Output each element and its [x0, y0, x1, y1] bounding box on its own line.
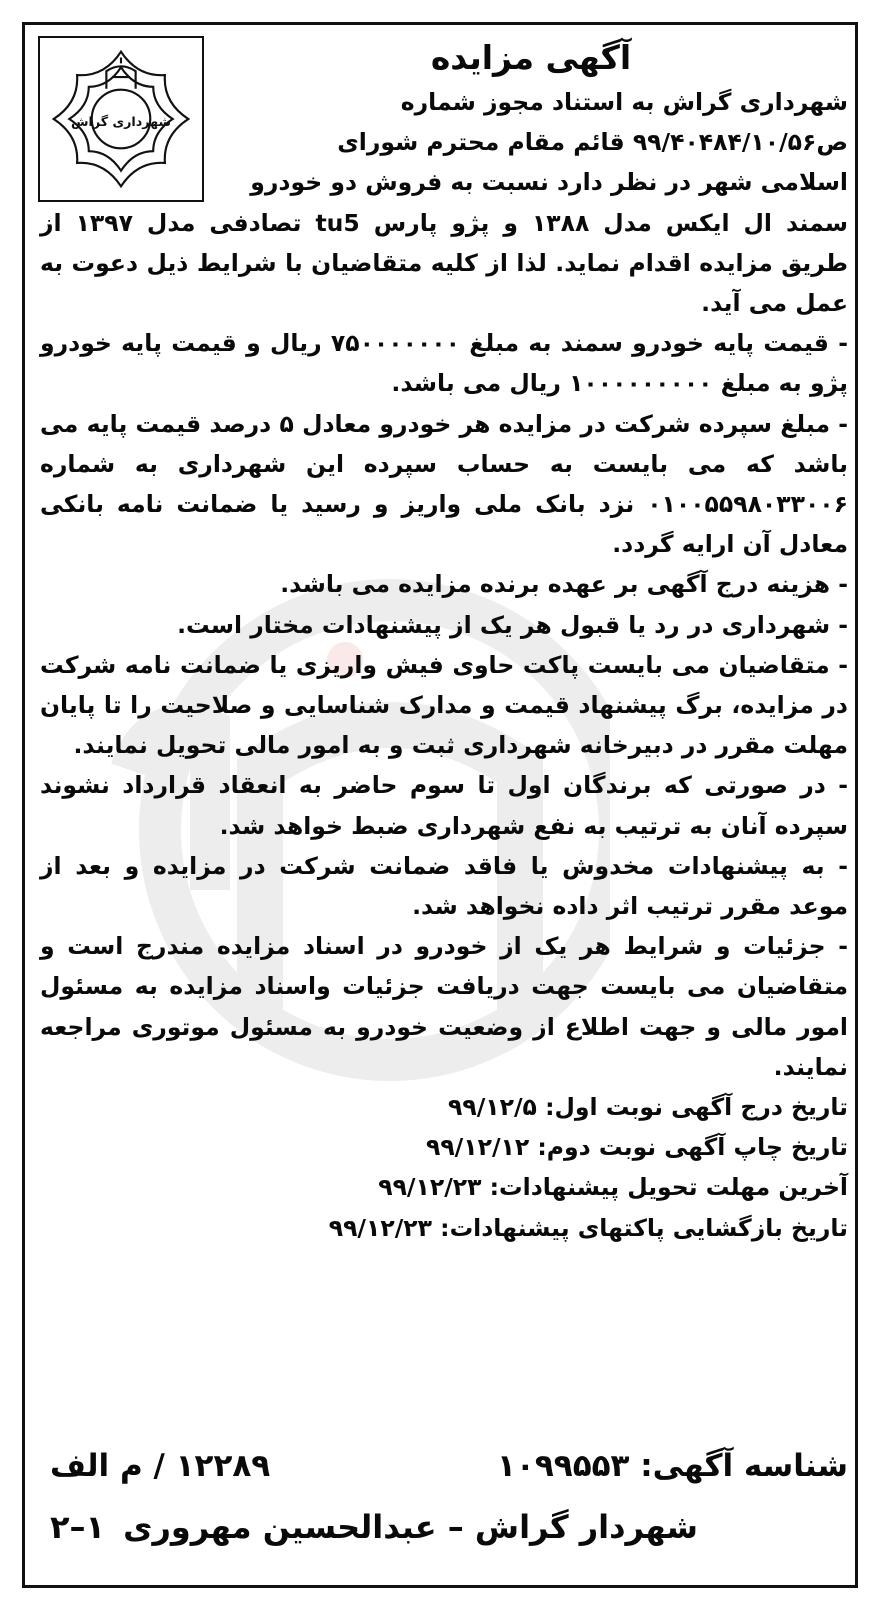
condition-item: - به پیشنهادات مخدوش یا فاقد ضمانت شرکت در مزایده و بعد از موعد مقرر ترتیب اثر داده نخواهد شد. — [40, 851, 848, 921]
condition-item: - شهرداری در رد یا قبول هر یک از پیشنهادات مختار است. — [177, 610, 848, 639]
date-line: آخرین مهلت تحویل پیشنهادات: ۹۹/۱۲/۲۳ — [378, 1173, 848, 1202]
ref-code: ۱۲۲۸۹ / م الف — [50, 1448, 271, 1484]
ad-id: شناسه آگهی: ۱۰۹۹۵۵۳ — [497, 1448, 848, 1484]
dates-block — [40, 1087, 848, 1248]
intro-paragraph: سمند ال ایکس مدل ۱۳۸۸ و پژو پارس tu5 تصادفی مدل ۱۳۹۷ از طریق مزایده اقدام نماید. لذا از کلیه متقاضیان با شرایط ذیل دعوت به عمل می آید. — [40, 208, 849, 318]
signature: شهردار گراش – عبدالحسین مهروری — [123, 1508, 698, 1546]
condition-item: - جزئیات و شرایط هر یک از خودرو در اسناد مزایده مندرج است و متقاضیان می بایست جهت دریافت جزئیات واسناد مزایده به مسئول امور مالی و جهت اطلاع از وضعیت خودرو به مسئول موتوری مراجعه نمایند. — [40, 932, 848, 1081]
date-line: تاریخ بازگشایی پاکتهای پیشنهادات: ۹۹/۱۲/۲۳ — [328, 1213, 848, 1242]
notice-body — [40, 82, 848, 1248]
date-line: تاریخ چاپ آگهی نوبت دوم: ۹۹/۱۲/۱۲ — [425, 1133, 848, 1162]
intro-line: شهرداری گراش به استناد مجوز شماره — [400, 88, 848, 116]
notice-title: آگهی مزایده — [430, 38, 632, 77]
intro-head — [40, 82, 848, 203]
intro-line: ص۹۹/۴۰۴۸۴/۱۰/۵۶ قائم مقام محترم شورای — [337, 128, 848, 157]
condition-item: - قیمت پایه خودرو سمند به مبلغ ۷۵۰۰۰۰۰۰۰ ریال و قیمت پایه خودرو پژو به مبلغ ۱۰۰۰۰۰۰۰۰۰ ریال می باشد. — [40, 329, 848, 398]
footer-signature — [42, 1508, 848, 1560]
date-line: تاریخ درج آگهی نوبت اول: ۹۹/۱۲/۵ — [448, 1093, 848, 1122]
condition-item: - هزینه درج آگهی بر عهده برنده مزایده می باشد. — [280, 570, 848, 599]
condition-item: - متقاضیان می بایست پاکت حاوی فیش واریزی یا ضمانت نامه شرکت در مزایده، برگ پیشنهاد قیمت و مدارک شناسایی و صلاحیت را تا پایان مهلت مقرر در دبیرخانه شهرداری ثبت و به امور مالی تحویل نمایند. — [40, 650, 848, 760]
svg-text:شهرداری گراش: شهرداری گراش — [71, 113, 171, 129]
edition-number: ۱–۲ — [50, 1508, 106, 1546]
condition-item: - در صورتی که برندگان اول تا سوم حاضر به انعقاد قرارداد نشوند سپرده آنان به ترتیب به نفع شهرداری ضبط خواهد شد. — [40, 771, 848, 840]
footer-ids — [42, 1448, 848, 1494]
condition-item: - مبلغ سپرده شرکت در مزایده هر خودرو معادل ۵ درصد قیمت پایه می باشد که می بایست به حساب سپرده این شهرداری به شماره ۰۱۰۰۵۵۹۸۰۳۳۰۰۶ نزد بانک ملی واریز و رسید یا ضمانت نامه بانکی معادل آن ارایه گردد. — [40, 409, 848, 559]
intro-line: اسلامی شهر در نظر دارد نسبت به فروش دو خودرو — [250, 168, 848, 197]
